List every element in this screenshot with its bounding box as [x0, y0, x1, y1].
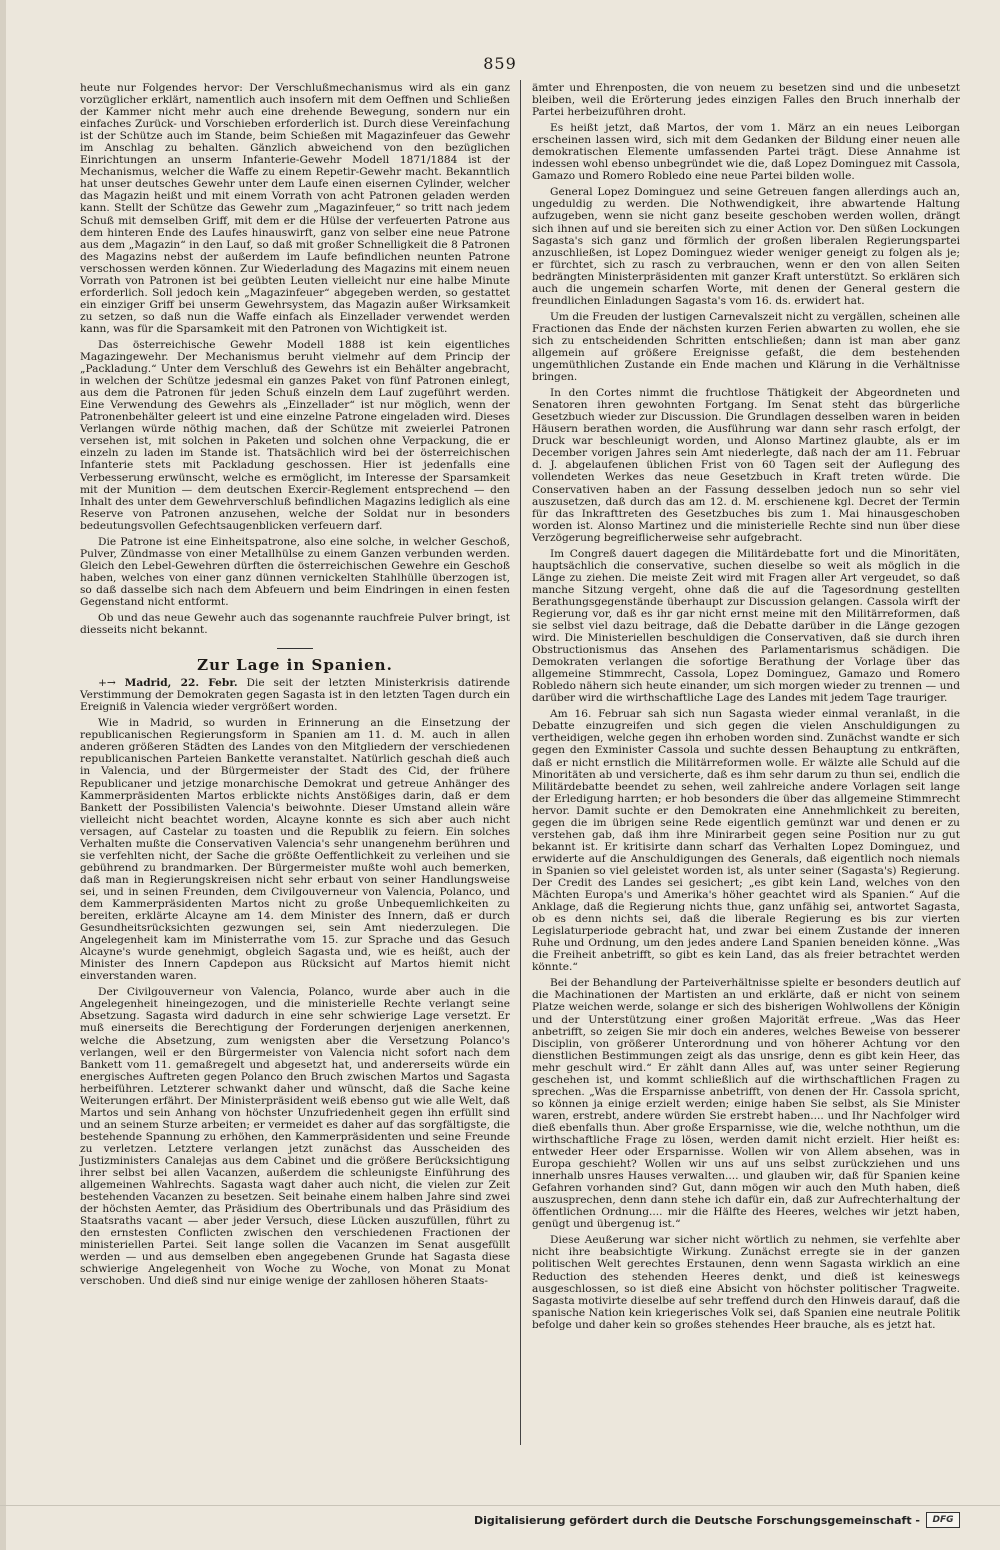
dfg-logo: DFG — [926, 1512, 960, 1528]
section-heading: Zur Lage in Spanien. — [197, 656, 393, 675]
dateline-symbol: +→ — [98, 677, 116, 690]
article-paragraph: Es heißt jetzt, daß Martos, der vom 1. März an ein neues Leiborgan erscheinen lassen wird, sich mit dem Gedanken der Bildung einer neuen alle demokratischen Elemente umfassenden Partei trägt. Diese Annahme ist indessen wohl ebenso unbegründet wie die, daß Lopez Dominguez mit Cassola, Gamazo und Romero Robledo eine neue Partei bilden wolle. — [532, 122, 960, 183]
article-paragraph: Der Civilgouverneur von Valencia, Polanco, wurde aber auch in die Angelegenheit hineingezogen, und die ministerielle Rechte verlangt seine Absetzung. Sagasta wird dadurch in eine sehr schwierige Lage versetzt. Er muß einerseits die Berechtigung der Forderungen derjenigen anerkennen, welche die Absetzung, zum wenigsten aber die Versetzung Polanco's verlangen, weil er den Bürgermeister von Valencia nicht sofort nach dem Bankett vom 11. gemaßregelt und abgesetzt hat, und andererseits würde ein energisches Auftreten gegen Polanco den Bruch zwischen Martos und Sagasta herbeiführen. Letzterer schwankt daher und wünscht, daß die Sache keine Weiterungen erfährt. Der Ministerpräsident weiß ebenso gut wie alle Welt, daß Martos und sein Anhang von höchster Unzufriedenheit gegen ihn erfüllt sind und an seinem Sturze arbeiten; er vermeidet es daher auf das sorgfältigste, die bestehende Spannung zu erhöhen, den Kammerpräsidenten und seine Freunde zu verletzen. Letztere verlangen jetzt zunächst das Ausscheiden des Justizministers Canalejas aus dem Cabinet und die größere Berücksichtigung ihrer selbst bei allen Vacanzen, außerdem die schleunigste Einführung des allgemeinen Wahlrechts. Sagasta wagt daher auch nicht, die vielen zur Zeit bestehenden Vacanzen zu besetzen. Seit beinahe einem halben Jahre sind zwei der höchsten Aemter, das Präsidium des Obertribunals und das Präsidium des Staatsraths vacant — aber jeder Versuch, diese Lücken auszufüllen, führt zu den ernstesten Conflicten zwischen den verschiedenen Fractionen der ministeriellen Partei. Seit lange sollen die Vacanzen im Senat ausgefüllt werden — und aus demselben eben angegebenen Grunde hat Sagasta diese schwierige Angelegenheit von Woche zu Woche, von Monat zu Monat verschoben. Und dieß sind nur einige wenige der zahllosen höheren Staats- — [80, 986, 510, 1288]
article-paragraph: Bei der Behandlung der Parteiverhältnisse spielte er besonders deutlich auf die Machinationen der Martisten an und erklärte, daß er nicht von seinem Platze weichen werde, solange er sich des bisherigen Wohlwollens der Königin und der Unterstützung einer großen Majorität erfreue. „Was das Heer anbetrifft, so zeigen Sie mir doch ein anderes, welches Beweise von besserer Disciplin, von größerer Unterordnung und von höherer Achtung vor den dienstlichen Bestimmungen zeigt als das unsrige, denn es gibt kein Heer, das mehr geschult wird.“ Er zählt dann Alles auf, was unter seiner Regierung geschehen ist, und kommt schließlich auf die wirthschaftlichen Fragen zu sprechen. „Was die Ersparnisse anbetrifft, von denen der Hr. Cassola spricht, so können ja einige erzielt werden; einige haben Sie selbst, als Sie Minister waren, erstrebt, andere würden Sie erstrebt haben.... und Ihr Nachfolger wird dieß ebenfalls thun. Aber große Ersparnisse, wie die, welche noththun, um die wirthschaftliche Frage zu lösen, werden damit nicht erzielt. Hier heißt es: entweder Heer oder Ersparnisse. Wollen wir von Allem absehen, was in Europa geschieht? Wollen wir uns auf uns selbst zurückziehen und uns innerhalb unsres Hauses verwalten.... und glauben wir, daß für Spanien keine Gefahren vorhanden sind? Gut, dann mögen wir auch den Muth haben, dieß auszusprechen, denn dann stehe ich dafür ein, daß zur Aufrechterhaltung der öffentlichen Ordnung.... mir die Hälfte des Heeres, welches wir jetzt haben, genügt und übergenug ist.“ — [532, 977, 960, 1231]
article-paragraph: heute nur Folgendes hervor: Der Verschlußmechanismus wird als ein ganz vorzüglicher erklärt, namentlich auch insofern mit dem Oeffnen und Schließen der Kammer nicht mehr auch eine drehende Bewegung, sondern nur ein einfaches Zurück- und Vorschieben erforderlich ist. Durch diese Vereinfachung ist der Schütze auch im Stande, beim Schießen mit Magazinfeuer das Gewehr im Anschlag zu behalten. Gänzlich abweichend von den bezüglichen Einrichtungen an unserm Infanterie-Gewehr Modell 1871/1884 ist der Mechanismus, welcher die Waffe zu einem Repetir-Gewehr macht. Bekanntlich hat unser deutsches Gewehr unter dem Laufe einen eisernen Cylinder, welcher das Magazin heißt und mit einem Vorrath von acht Patronen geladen werden kann. Stellt der Schütze das Gewehr zum „Magazinfeuer,“ so tritt nach jedem Schuß mit demselben Griff, mit dem er die Hülse der verfeuerten Patrone aus dem hinteren Ende des Laufes hinauswirft, ganz von selber eine neue Patrone aus dem „Magazin“ in den Lauf, so daß mit großer Schnelligkeit die 8 Patronen des Magazins nebst der außerdem im Laufe befindlichen neunten Patrone verschossen werden können. Zur Wiederladung des Magazins mit einem neuen Vorrath von Patronen ist bei geübten Leuten vielleicht nur eine halbe Minute erforderlich. Soll jedoch kein „Magazinfeuer“ abgegeben werden, so gestattet ein einziger Griff bei unserm Gewehrsystem, das Magazin außer Wirksamkeit zu setzen, so daß nun die Waffe einfach als Einzellader verwendet werden kann, was für die Sparsamkeit mit den Patronen von Wichtigkeit ist. — [80, 82, 510, 335]
dateline: Madrid, 22. Febr. — [124, 677, 238, 690]
scan-edge — [0, 0, 6, 1550]
left-column — [80, 82, 510, 1292]
article-paragraph: ämter und Ehrenposten, die von neuem zu besetzen sind und die unbesetzt bleiben, weil die Erörterung jedes einzigen Falles den Bruch innerhalb der Partei herbeizuführen droht. — [532, 82, 960, 119]
article-paragraph: Am 16. Februar sah sich nun Sagasta wieder einmal veranlaßt, in die Debatte einzugreifen und sich gegen die vielen Anschuldigungen zu vertheidigen, welche gegen ihn erhoben worden sind. Zunächst wandte er sich gegen den Exminister Cassola und suchte dessen Behauptung zu entkräften, daß er nicht ernstlich die Militärreformen wolle. Er wälzte alle Schuld auf die Minoritäten ab und versicherte, daß es ihm sehr darum zu thun sei, endlich die Militärdebatte beendet zu sehen, weil zahlreiche andere Vorlagen seit lange der Erledigung harrten; er hob besonders die über das allgemeine Stimmrecht hervor. Damit suchte er den Demokraten eine Annehmlichkeit zu bereiten, gegen die im übrigen seine Rede eigentlich gemünzt war und denen er zu verstehen gab, daß ihm ihre Minirarbeit gegen seine Position nur zu gut bekannt ist. Er kritisirte dann scharf das Verhalten Lopez Dominguez, und erwiderte auf die Anschuldigungen des Generals, daß eigentlich noch niemals in Spanien so viel geleistet worden ist, als unter seiner (Sagasta's) Regierung. Der Credit des Landes sei gesichert; „es gibt kein Land, welches von den Mächten Europa's und Amerika's höher geachtet wird als Spanien.“ Auf die Anklage, daß die Regierung nichts thue, ganz unfähig sei, antwortet Sagasta, ob es denn nichts sei, daß die liberale Regierung es bis zur vierten Legislaturperiode gebracht hat, und zwar bei einem Zustande der inneren Ruhe und Ordnung, um den jedes andere Land Spanien beneiden könne. „Was die Freiheit anbetrifft, so gibt es kein Land, das als freier betrachtet werden könnte.“ — [532, 708, 960, 974]
article-paragraph — [80, 677, 510, 713]
column-divider — [520, 80, 521, 1445]
article-paragraph: Die Patrone ist eine Einheitspatrone, also eine solche, in welcher Geschoß, Pulver, Zündmasse von einer Metallhülse zu einem Ganzen verbunden werden. Gleich den Lebel-Gewehren dürften die österreichischen Gewehre ein Geschoß haben, welches von einer ganz dünnen vernickelten Stahlhülle überzogen ist, so daß dasselbe sich nach dem Abfeuern und beim Eindringen in einen festen Gegenstand nicht entformt. — [80, 535, 510, 608]
footer-rule — [0, 1505, 1000, 1506]
section-divider — [277, 648, 313, 649]
page-number: 859 — [483, 54, 517, 73]
article-paragraph: In den Cortes nimmt die fruchtlose Thätigkeit der Abgeordneten und Senatoren ihren gewohnten Fortgang. Im Senat steht das bürgerliche Gesetzbuch wieder zur Discussion. Die Grundlagen desselben waren in beiden Häusern berathen worden, die Ausführung war dann sehr rasch erfolgt, der Druck war beschleunigt worden, und Alonso Martinez glaubte, als er im December vorigen Jahres sein Amt niederlegte, daß nach der am 11. Februar d. J. abgelaufenen üblichen Frist von 60 Tagen seit der Auflegung des vollendeten Werkes das neue Gesetzbuch in Kraft treten würde. Die Conservativen haben an der Fassung desselben jedoch nun so sehr viel auszusetzen, daß durch das am 12. d. M. erschienene kgl. Decret der Termin für das Inkrafttreten des Gesetzbuches bis zum 1. Mai hinausgeschoben worden ist. Alonso Martinez und die ministerielle Rechte sind nun über diese Verzögerung begreiflicherweise sehr aufgebracht. — [532, 387, 960, 544]
article-paragraph: Ob und das neue Gewehr auch das sogenannte rauchfreie Pulver bringt, ist diesseits nicht bekannt. — [80, 612, 510, 637]
footer — [474, 1512, 960, 1528]
article-paragraph: General Lopez Dominguez und seine Getreuen fangen allerdings auch an, ungeduldig zu werden. Die Nothwendigkeit, ihre abwartende Haltung aufzugeben, wenn sie nicht ganz beseite geschoben werden wollen, drängt sich ihnen auf und sie bereiten sich zu einer Action vor. Den süßen Lockungen Sagasta's sich ganz und förmlich der großen liberalen Regierungspartei anzuschließen, ist Lopez Dominguez wieder weniger geneigt zu folgen als je; er fürchtet, sich zu rasch zu verbrauchen, wenn er den von allen Seiten bedrängten Ministerpräsidenten mit ganzer Kraft unterstützt. So erklären sich auch die ungemein scharfen Worte, mit denen der General gestern die freundlichen Einladungen Sagasta's vom 16. ds. erwidert hat. — [532, 186, 960, 307]
article-paragraph: Um die Freuden der lustigen Carnevalszeit nicht zu vergällen, scheinen alle Fractionen das Ende der nächsten kurzen Ferien abwarten zu wollen, ehe sie sich zu entscheidenden Schritten entschließen; dann ist man aber ganz allgemein auf größere Ereignisse gefaßt, die dem bestehenden ungemüthlichen Zustande ein Ende machen und Klärung in die Verhältnisse bringen. — [532, 310, 960, 384]
article-paragraph: Im Congreß dauert dagegen die Militärdebatte fort und die Minoritäten, hauptsächlich die conservative, suchen dieselbe so weit als möglich in die Länge zu ziehen. Die meiste Zeit wird mit Fragen aller Art vergeudet, so daß manche Sitzung vergeht, ohne daß die auf die Tagesordnung gestellten Berathungsgegenstände überhaupt zur Discussion gelangen. Cassola wirft der Regierung vor, daß es ihr gar nicht ernst meine mit den Militärreformen, daß sie selbst viel dazu beitrage, daß die Debatte darüber in die Länge gezogen wird. Die Ministeriellen beschuldigen die Conservativen, daß sie durch ihren Obstructionismus das Ansehen des Parlamentarismus schädigen. Die Demokraten verlangen die sofortige Berathung der Vorlage über das allgemeine Stimmrecht, Cassola, Lopez Dominguez, Gamazo und Romero Robledo nähern sich heute einander, um sich morgen wieder zu trennen — und darüber wird die wirthschaftliche Lage des Landes mit jedem Tage trauriger. — [532, 547, 960, 705]
footer-text: Digitalisierung gefördert durch die Deutsche Forschungsgemeinschaft - — [473, 1513, 920, 1527]
article-paragraph: Diese Aeußerung war sicher nicht wörtlich zu nehmen, sie verfehlte aber nicht ihre beabsichtigte Wirkung. Zunächst erregte sie in der ganzen politischen Welt gerechtes Erstaunen, denn wenn Sagasta wirklich an eine Reduction des stehenden Heeres denkt, und dieß ist keineswegs ausgeschlossen, so ist dieß eine Absicht von höchster politischer Tragweite. Sagasta motivirte dieselbe auf sehr treffend durch den Hinweis darauf, daß die spanische Nation kein kriegerisches Volk sei, daß Spanien eine neutrale Politik befolge und daher kein so großes stehendes Heer brauche, als es jetzt hat. — [532, 1234, 960, 1331]
article-paragraph: Das österreichische Gewehr Modell 1888 ist kein eigentliches Magazingewehr. Der Mechanismus beruht vielmehr auf dem Princip der „Packladung.“ Unter dem Verschluß des Gewehrs ist ein Behälter angebracht, in welchen der Schütze jedesmal ein ganzes Paket von fünf Patronen einlegt, aus dem die Patronen für jeden Schuß einzeln dem Lauf zugeführt werden. Eine Verwendung des Gewehrs als „Einzellader“ ist nur möglich, wenn der Patronenbehälter geleert ist und eine einzelne Patrone eingeladen wird. Dieses Verlangen würde nöthig machen, daß der Schütze mit zweierlei Patronen versehen ist, mit solchen in Paketen und solchen ohne Verpackung, die er einzeln zu laden im Stande ist. Thatsächlich wird bei der österreichischen Infanterie stets mit Packladung geschossen. Hier ist jedenfalls eine Verbesserung erwünscht, welche es ermöglicht, im Interesse der Sparsamkeit mit der Munition — dem deutschen Exercir-Reglement entsprechend — den Inhalt des unter dem Gewehrverschluß befindlichen Magazins lediglich als eine Reserve von Patronen anzusehen, welche der Soldat nur in besonders bedeutungsvollen Gefechtsaugenblicken verfeuern darf. — [80, 338, 510, 532]
right-column — [532, 82, 960, 1335]
article-lead: Die seit der letzten Ministerkrisis datirende Verstimmung der Demokraten gegen Sagasta ist in den letzten Tagen durch ein Ereigniß in Valencia wieder vergrößert worden. — [80, 677, 510, 714]
article-paragraph: Wie in Madrid, so wurden in Erinnerung an die Einsetzung der republicanischen Regierungsform in Spanien am 11. d. M. auch in allen anderen größeren Städten des Landes von den Mitgliedern der verschiedenen republicanischen Parteien Bankette veranstaltet. Natürlich geschah dieß auch in Valencia, und der Bürgermeister der Stadt des Cid, der frühere Republicaner und jetzige monarchische Demokrat und getreue Anhänger des Kammerpräsidenten Martos erblickte nichts Anstößiges darin, daß er dem Bankett der Possibilisten Valencia's beiwohnte. Dieser Umstand allein wäre vielleicht nicht beachtet worden, Alcayne konnte es sich aber auch nicht versagen, auf Castelar zu toasten und die Republik zu feiern. Ein solches Verhalten mußte die Conservativen Valencia's sehr unangenehm berühren und sie verfehlten nicht, der Sache die größte Oeffentlichkeit zu verleihen und sie gebührend zu brandmarken. Der Bürgermeister mußte wohl auch bemerken, daß man in Regierungskreisen nicht sehr erbaut von seiner Handlungsweise sei, und in seinen Freunden, dem Civilgouverneur von Valencia, Polanco, und dem Kammerpräsidenten Martos nicht zu große Unbequemlichkeiten zu bereiten, erklärte Alcayne am 14. dem Minister des Innern, daß er durch Gesundheitsrücksichten gezwungen sei, sein Amt niederzulegen. Die Angelegenheit kam im Ministerrathe vom 15. zur Sprache und das Gesuch Alcayne's wurde genehmigt, obgleich Sagasta und, wie es heißt, auch der Minister des Innern Capdepon aus Rücksicht auf Martos hiemit nicht einverstanden waren. — [80, 717, 510, 983]
